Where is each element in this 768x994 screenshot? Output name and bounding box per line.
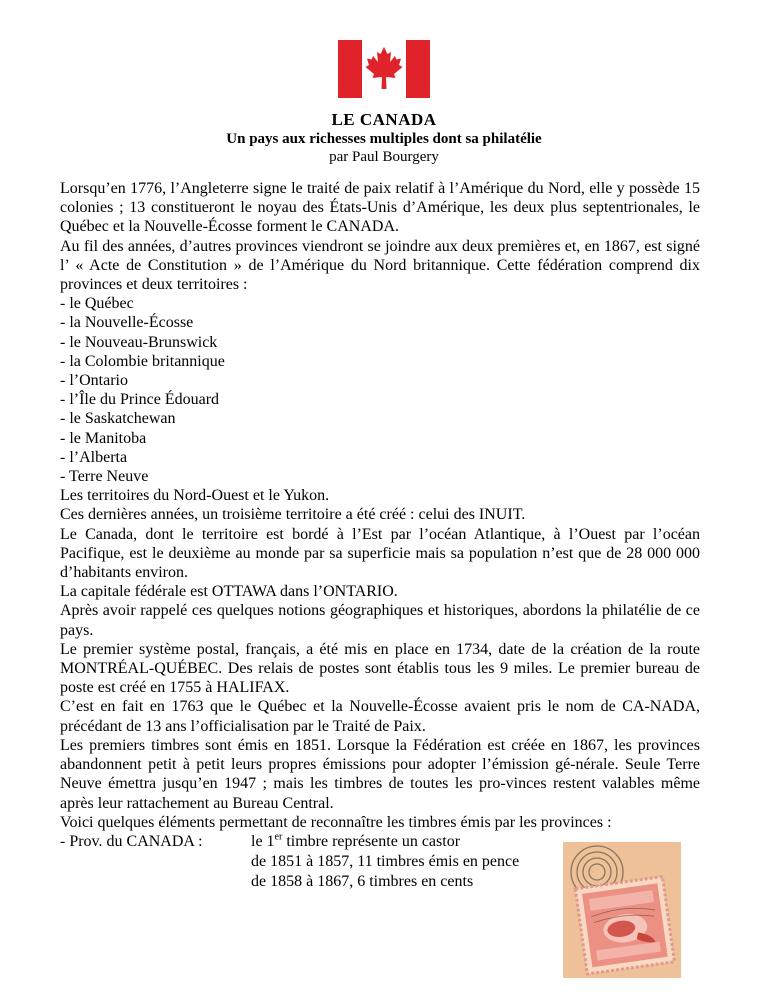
paragraph: Les territoires du Nord-Ouest et le Yukon. xyxy=(60,487,330,505)
list-item: - l’Ontario xyxy=(60,372,128,390)
author-byline: par Paul Bourgery xyxy=(329,149,439,165)
paragraph: Voici quelques éléments permettant de reconnaître les timbres émis par les provinces : xyxy=(60,813,612,831)
detail-line: de 1851 à 1857, 11 timbres émis en pence xyxy=(251,852,520,870)
list-item: - Terre Neuve xyxy=(60,468,149,486)
detail-text: timbre représente un castor xyxy=(282,832,461,850)
list-item: - la Colombie britannique xyxy=(60,352,225,370)
article-body xyxy=(60,179,700,912)
page-subtitle: Un pays aux richesses multiples dont sa philatélie xyxy=(226,131,542,147)
list-item: - le Manitoba xyxy=(60,429,147,447)
document-header xyxy=(0,110,768,166)
paragraph: Lorsqu’en 1776, l’Angleterre signe le traité de paix relatif à l’Amérique du Nord, elle y possède 15 colonies ; 13 constitueront le noyau des États-Unis d’Amérique, les deux plus septentrionales, le Québec et la Nouvelle-Écosse forment le CANADA. xyxy=(60,180,700,236)
detail-text: le 1 xyxy=(251,832,275,850)
paragraph: Le Canada, dont le territoire est bordé à l’Est par l’océan Atlantique, à l’Ouest par l’océan Pacifique, est le deuxième au monde par sa superficie mais sa population n’est que de 28 000 000 d’habitants environ. xyxy=(60,525,700,582)
detail-line xyxy=(251,832,519,852)
paragraph: C’est en fait en 1763 que le Québec et la Nouvelle-Écosse avaient pris le nom de CA-NADA, précédant de 13 ans l’officialisation par le Traité de Paix. xyxy=(60,698,700,735)
paragraph: Ces dernières années, un troisième territoire a été créé : celui des INUIT. xyxy=(60,506,526,524)
list-item: - le Saskatchewan xyxy=(60,410,176,428)
beaver-stamp-icon xyxy=(563,842,681,978)
paragraph: Le premier système postal, français, a été mis en place en 1734, date de la création de la route MONTRÉAL-QUÉBEC. Des relais de postes sont établis tous les 9 miles. Le premier bureau de poste est créé en 1755 à HALIFAX. xyxy=(60,640,700,697)
province-details xyxy=(251,832,519,892)
page-title: LE CANADA xyxy=(331,110,437,129)
ordinal-sup: er xyxy=(274,831,283,843)
list-item: - le Nouveau-Brunswick xyxy=(60,333,218,351)
paragraph: La capitale fédérale est OTTAWA dans l’ONTARIO. xyxy=(60,583,398,601)
list-item: - le Québec xyxy=(60,295,134,313)
paragraph: Après avoir rappelé ces quelques notions géographiques et historiques, abordons la philatélie de ce pays. xyxy=(60,602,700,639)
list-item: - la Nouvelle-Écosse xyxy=(60,314,194,332)
canada-flag-icon xyxy=(338,40,430,98)
province-label: - Prov. du CANADA : xyxy=(60,832,203,850)
list-item: - l’Île du Prince Édouard xyxy=(60,391,220,409)
paragraph: Au fil des années, d’autres provinces viendront se joindre aux deux premières et, en 1867, est signé l’ « Acte de Constitution » de l’Amérique du Nord britannique. Cette fédération comprend dix provinces et deux territoires : xyxy=(60,237,700,294)
detail-line: de 1858 à 1867, 6 timbres en cents xyxy=(251,872,474,890)
list-item: - l’Alberta xyxy=(60,448,128,466)
paragraph: Les premiers timbres sont émis en 1851. Lorsque la Fédération est créée en 1867, les provinces abandonnent petit à petit leurs propres émissions pour adopter l’émission gé-nérale. Seule Terre Neuve émettra jusqu’en 1947 ; mais les timbres de toutes les pro-vinces restent valables même après leur rattachement au Bureau Central. xyxy=(60,736,700,812)
province-list xyxy=(60,294,700,486)
